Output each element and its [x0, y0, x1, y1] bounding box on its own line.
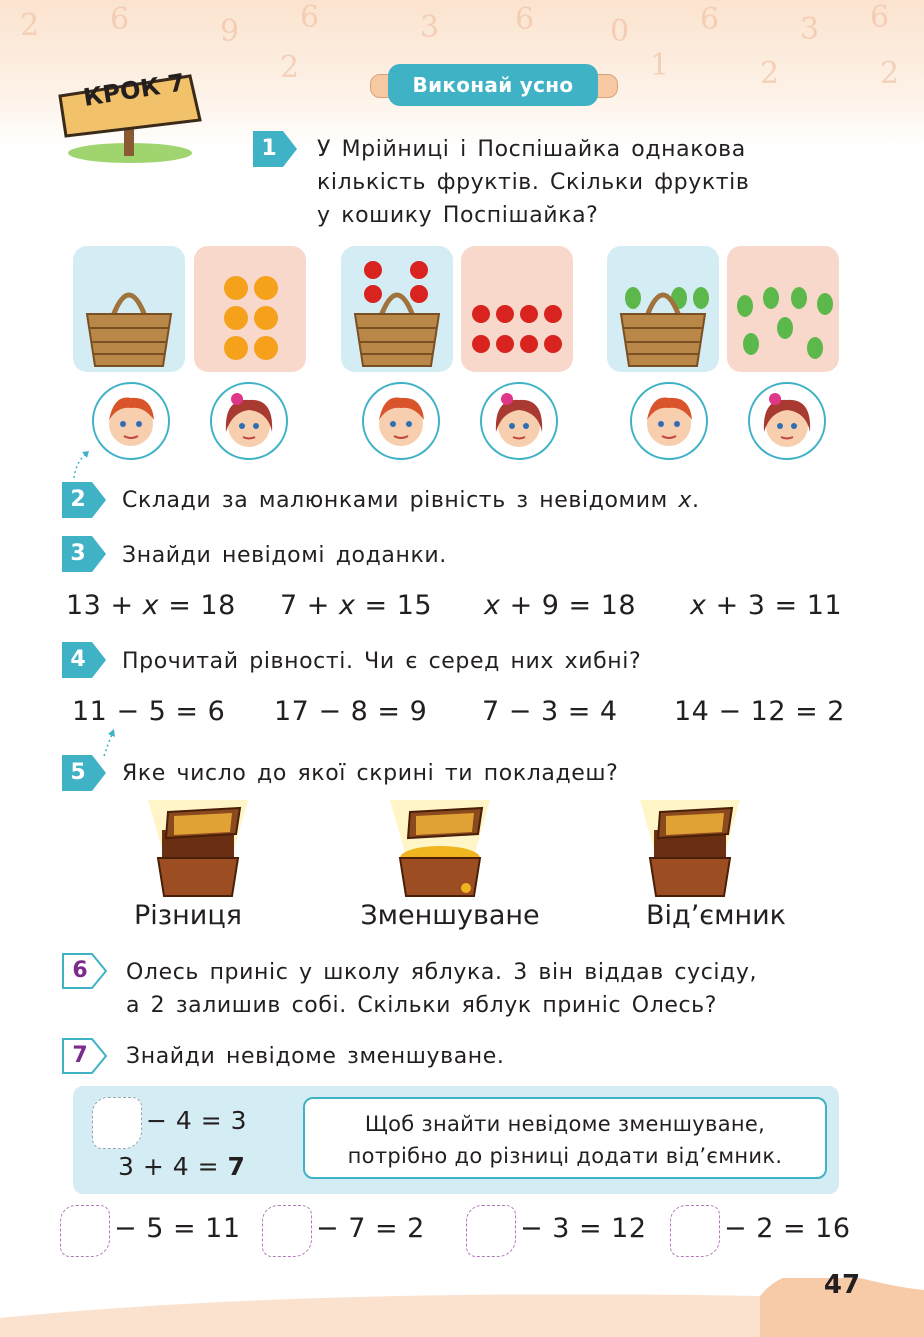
equation-part: 13 + — [66, 590, 143, 621]
task-2-text — [122, 484, 742, 517]
empty-basket-icon — [73, 246, 185, 372]
dashed-arrow-icon — [100, 728, 122, 758]
rule-line: потрібно до різниці додати від’ємник. — [347, 1144, 783, 1168]
basket-pears-icon — [607, 246, 719, 372]
basket-with-pears-panel — [607, 246, 719, 372]
oranges-icon — [194, 246, 306, 372]
boy-face-icon — [632, 384, 706, 458]
treasure-chest-gold-icon — [370, 800, 510, 900]
equation: − 3 = 12 — [520, 1213, 647, 1244]
answer-box[interactable] — [670, 1205, 720, 1257]
footer-wave — [0, 1278, 924, 1337]
boy-avatar — [92, 382, 170, 460]
task-number: 5 — [70, 760, 86, 785]
treasure-chest-icon — [128, 800, 268, 900]
answer-box[interactable] — [92, 1097, 142, 1149]
boy-avatar — [362, 382, 440, 460]
chest-label: Від’ємник — [646, 900, 786, 931]
pears-icon — [727, 246, 839, 372]
equation: 11 − 5 = 6 — [72, 696, 226, 727]
variable-x: x — [484, 590, 501, 621]
equation: 17 − 8 = 9 — [274, 696, 428, 727]
task-6-line: а 2 залишив собі. Скільки яблук приніс Олесь? — [126, 993, 718, 1018]
apples-panel — [461, 246, 573, 372]
oranges-panel — [194, 246, 306, 372]
task-1-text — [317, 133, 797, 232]
answer-box[interactable] — [60, 1205, 110, 1257]
equation: − 5 = 11 — [114, 1213, 241, 1244]
task-number: 4 — [70, 647, 86, 672]
task-1-line: кількість фруктів. Скільки фруктів — [317, 170, 750, 195]
task-2-sentence: Склади за малюнками рівність з невідомим — [122, 488, 679, 513]
task-1-line: у кошику Поспішайка? — [317, 203, 599, 228]
example-equation: − 4 = 3 — [146, 1106, 248, 1135]
task-number: 6 — [72, 958, 88, 983]
task-4-text: Прочитай рівності. Чи є серед них хибні? — [122, 649, 642, 674]
girl-avatar — [210, 382, 288, 460]
variable-x: x — [690, 590, 707, 621]
girl-avatar — [748, 382, 826, 460]
treasure-chest-icon — [620, 800, 760, 900]
basket-with-apples-panel — [341, 246, 453, 372]
equation: 7 − 3 = 4 — [482, 696, 618, 727]
task-number: 1 — [261, 136, 277, 161]
equation — [690, 590, 842, 621]
variable-x: x — [142, 590, 160, 621]
task-number: 3 — [70, 541, 86, 566]
equation — [484, 590, 636, 621]
girl-avatar — [480, 382, 558, 460]
example-answer: 7 — [227, 1152, 246, 1181]
equation-part: = 15 — [355, 590, 433, 621]
boy-avatar — [630, 382, 708, 460]
pears-panel — [727, 246, 839, 372]
equation-part: + 3 = 11 — [706, 590, 843, 621]
girl-face-icon — [212, 384, 286, 458]
step-label: КРОК 7 — [81, 68, 187, 112]
task-6-text — [126, 956, 846, 1022]
equation: − 2 = 16 — [724, 1213, 851, 1244]
variable-x: x — [678, 488, 693, 513]
equation: − 7 = 2 — [316, 1213, 425, 1244]
chest-label: Зменшуване — [360, 900, 540, 931]
chest-label: Різниця — [134, 900, 242, 931]
equation: 14 − 12 = 2 — [674, 696, 845, 727]
boy-face-icon — [94, 384, 168, 458]
task-5-text: Яке число до якої скрині ти покладеш? — [122, 761, 619, 786]
task-1-line: У Мрійниці і Поспішайка однакова — [317, 137, 746, 162]
task-number: 2 — [70, 487, 86, 512]
task-7-text: Знайди невідоме зменшуване. — [126, 1044, 505, 1069]
girl-face-icon — [482, 384, 556, 458]
boy-face-icon — [364, 384, 438, 458]
variable-x: x — [338, 590, 356, 621]
page-number: 47 — [823, 1270, 861, 1300]
answer-box[interactable] — [262, 1205, 312, 1257]
equation-part: = 18 — [159, 590, 236, 621]
answer-box[interactable] — [466, 1205, 516, 1257]
task-6-line: Олесь приніс у школу яблука. 3 він віддав сусіду, — [126, 960, 758, 985]
section-badge: Виконай усно — [388, 64, 598, 106]
girl-face-icon — [750, 384, 824, 458]
example-check-prefix: 3 + 4 = — [118, 1152, 228, 1181]
rule-box — [303, 1097, 827, 1179]
example-check — [118, 1152, 245, 1181]
basket-panel — [73, 246, 185, 372]
task-2-period: . — [692, 488, 700, 513]
basket-apples-icon — [341, 246, 453, 372]
rule-line: Щоб знайти невідоме зменшуване, — [364, 1112, 766, 1136]
dashed-arrow-icon — [70, 448, 92, 480]
header-background: 2 6 9 6 3 6 0 6 3 6 2 1 2 2 — [0, 0, 924, 150]
apples-icon — [461, 246, 573, 372]
equation-part: 7 + — [280, 590, 339, 621]
equation — [280, 590, 432, 621]
task-3-text: Знайди невідомі доданки. — [122, 543, 447, 568]
task-number: 7 — [72, 1043, 88, 1068]
equation — [66, 590, 236, 621]
equation-part: + 9 = 18 — [500, 590, 637, 621]
